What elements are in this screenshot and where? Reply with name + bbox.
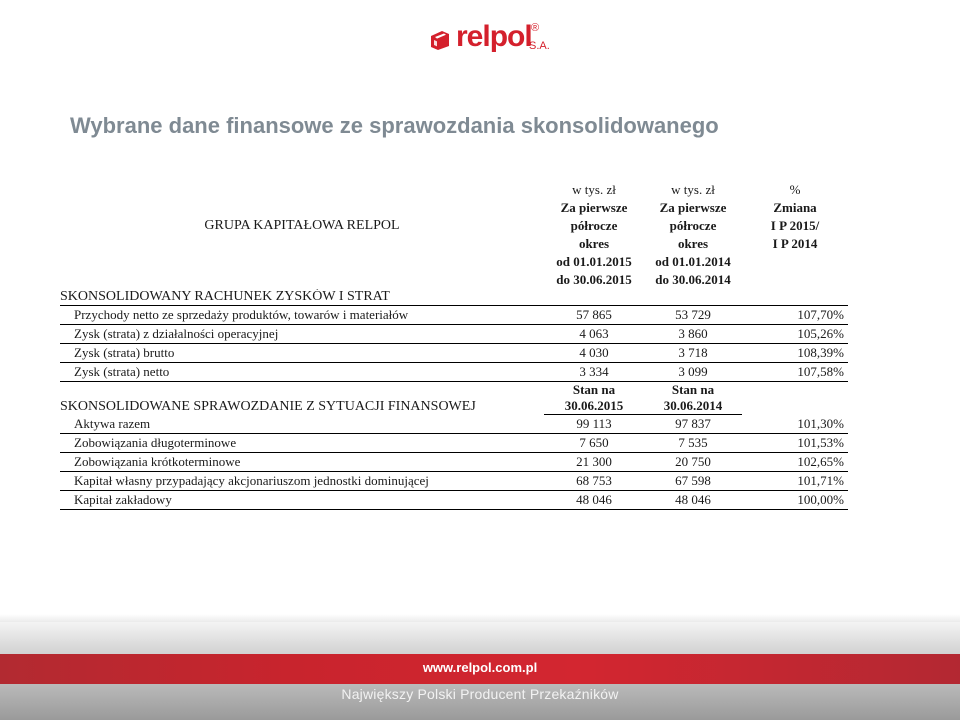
value-2015: 99 113 (544, 415, 644, 434)
row-label: Kapitał własny przypadający akcjonariuszom jednostki dominującej (60, 472, 544, 491)
change-percent: 100,00% (742, 491, 848, 510)
change-percent: 107,70% (742, 306, 848, 325)
change-percent: 101,71% (742, 472, 848, 491)
table-row (60, 306, 848, 325)
row-label: Zysk (strata) brutto (60, 344, 544, 363)
change-percent: 101,53% (742, 434, 848, 453)
relpol-logo (428, 20, 550, 62)
value-2015: 4 030 (544, 344, 644, 363)
table-row (60, 453, 848, 472)
website-link[interactable]: www.relpol.com.pl (422, 660, 538, 675)
row-label: Zysk (strata) netto (60, 363, 544, 382)
change-percent: 107,58% (742, 363, 848, 382)
table-row (60, 434, 848, 453)
col1-header-line4: od 01.01.2015 (556, 254, 632, 269)
value-2014: 20 750 (644, 453, 742, 472)
row-label: Przychody netto ze sprzedaży produktów, towarów i materiałów (60, 306, 544, 325)
col3-header-line3: I P 2014 (772, 236, 818, 251)
value-2014: 3 099 (644, 363, 742, 382)
col3-header-line1: Zmiana (773, 200, 817, 215)
change-percent: 105,26% (742, 325, 848, 344)
value-2014: 3 718 (644, 344, 742, 363)
value-2015: 48 046 (544, 491, 644, 510)
row-label: Kapitał zakładowy (60, 491, 544, 510)
row-label: Zobowiązania krótkoterminowe (60, 453, 544, 472)
section2-col1-line1: Stan na (572, 382, 616, 397)
section2-col2-line1: Stan na (671, 382, 715, 397)
col1-header-line3: okres (578, 236, 610, 251)
col3-header-line2: I P 2015/ (770, 218, 820, 233)
value-2014: 97 837 (644, 415, 742, 434)
col1-header-line5: do 30.06.2015 (556, 272, 632, 287)
section2-col1-line2: 30.06.2015 (544, 398, 644, 415)
table-row (60, 472, 848, 491)
col2-unit: w tys. zł (671, 182, 715, 197)
relay-icon (428, 28, 452, 52)
footer-tagline: Największy Polski Producent Przekaźników (341, 686, 619, 702)
value-2014: 3 860 (644, 325, 742, 344)
change-percent: 102,65% (742, 453, 848, 472)
col1-header-line2: półrocze (570, 218, 618, 233)
value-2014: 53 729 (644, 306, 742, 325)
logo-suffix: S.A. (529, 40, 550, 52)
value-2014: 67 598 (644, 472, 742, 491)
col2-header-line3: okres (677, 236, 709, 251)
section1-title-row (60, 289, 848, 306)
header-row-5 (60, 271, 848, 289)
col1-unit: w tys. zł (572, 182, 616, 197)
group-label: GRUPA KAPITAŁOWA RELPOL (204, 218, 400, 233)
col2-header-line1: Za pierwsze (659, 200, 727, 215)
value-2015: 7 650 (544, 434, 644, 453)
row-label: Zobowiązania długoterminowe (60, 434, 544, 453)
value-2015: 3 334 (544, 363, 644, 382)
table-row (60, 491, 848, 510)
header-unit-row (60, 181, 848, 199)
logo-wordmark: relpol (456, 20, 532, 53)
section2-header-row-1 (60, 382, 848, 399)
table-row (60, 344, 848, 363)
value-2015: 57 865 (544, 306, 644, 325)
col1-header-line1: Za pierwsze (560, 200, 628, 215)
table-row (60, 415, 848, 434)
change-percent: 108,39% (742, 344, 848, 363)
section1-title: SKONSOLIDOWANY RACHUNEK ZYSKÓW I STRAT (60, 289, 848, 306)
col2-header-line5: do 30.06.2014 (655, 272, 731, 287)
col3-unit: % (789, 182, 801, 197)
registered-mark: ® (531, 22, 540, 34)
row-label: Zysk (strata) z działalności operacyjnej (60, 325, 544, 344)
value-2015: 21 300 (544, 453, 644, 472)
table-row (60, 363, 848, 382)
value-2015: 4 063 (544, 325, 644, 344)
financial-table (60, 181, 848, 510)
value-2015: 68 753 (544, 472, 644, 491)
value-2014: 48 046 (644, 491, 742, 510)
row-label: Aktywa razem (60, 415, 544, 434)
col2-header-line4: od 01.01.2014 (655, 254, 731, 269)
col2-header-line2: półrocze (669, 218, 717, 233)
page-title: Wybrane dane finansowe ze sprawozdania skonsolidowanego (70, 113, 719, 138)
section2-title: SKONSOLIDOWANE SPRAWOZDANIE Z SYTUACJI FINANSOWEJ (60, 398, 476, 414)
section2-col2-line2: 30.06.2014 (644, 398, 742, 415)
change-percent: 101,30% (742, 415, 848, 434)
value-2014: 7 535 (644, 434, 742, 453)
table-row (60, 325, 848, 344)
